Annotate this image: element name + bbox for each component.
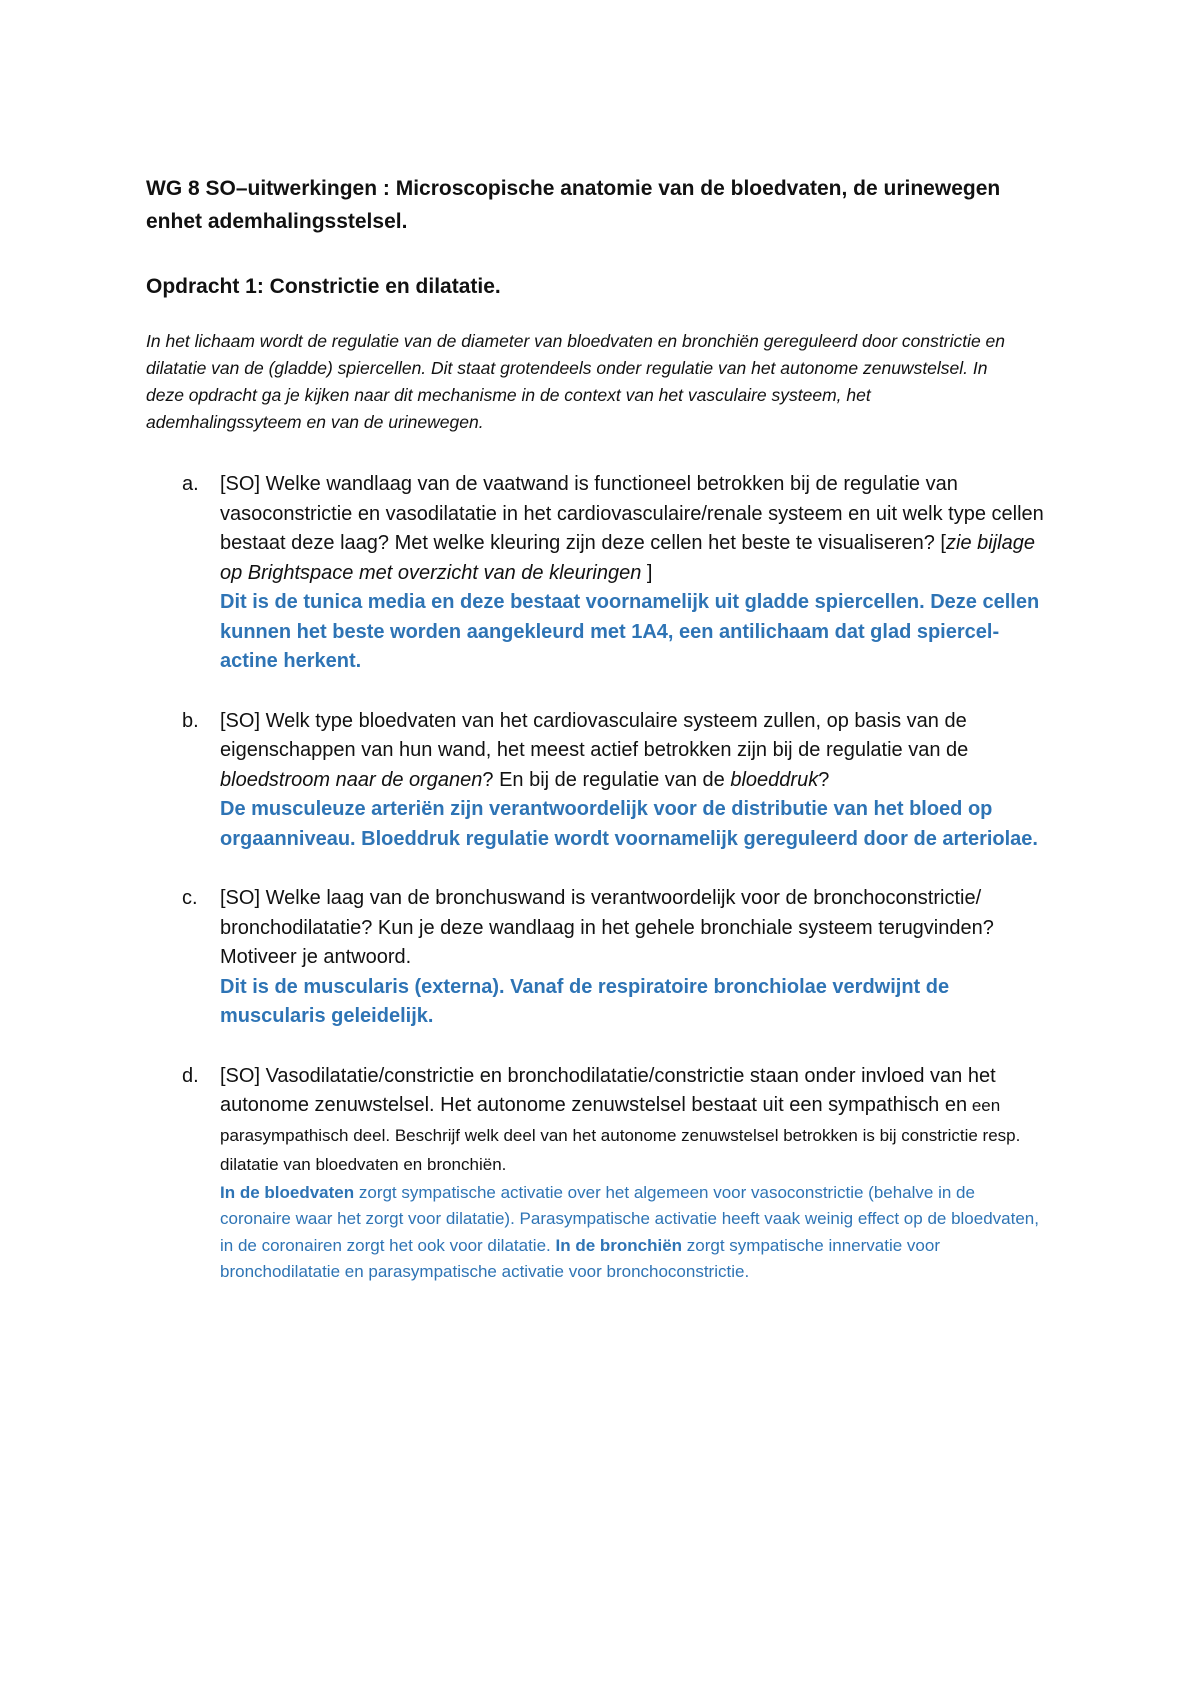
question-text: [SO] Welk type bloedvaten van het cardiovasculaire systeem zullen, op basis van de eigenschappen van hun wand, het meest actief betrokken zijn bij de regulatie van de bloedstroom naar de organen? En bij de regulatie van de bloeddruk?	[220, 709, 969, 791]
question-b	[146, 707, 1046, 855]
question-d	[146, 1062, 1046, 1286]
question-c	[146, 884, 1046, 1032]
answer-text: De musculeuze arteriën zijn verantwoordelijk voor de distributie van het bloed op orgaanniveau. Bloeddruk regulatie wordt voornamelijk gereguleerd door de arteriolae.	[220, 798, 1038, 850]
question-letter: b.	[182, 709, 199, 732]
question-body	[220, 884, 1046, 1032]
question-list	[146, 470, 1046, 1286]
question-letter: a.	[182, 473, 199, 495]
answer-text: In de bloedvaten zorgt sympatische activatie over het algemeen voor vasoconstrictie (behalve in de coronaire waar het zorgt voor dilatatie). Parasympatische activatie heeft vaak weinig effect op de bloedvaten, in de coronairen zorgt het ook voor dilatatie. In de bronchiën zorgt sympatische innervatie voor bronchodilatatie en parasympatische activatie voor bronchoconstrictie.	[220, 1182, 1039, 1281]
document-content	[146, 172, 1046, 1316]
question-text: [SO] Welke laag van de bronchuswand is verantwoordelijk voor de bronchoconstrictie/ bronchodilatatie? Kun je deze wandlaag in het gehele bronchiale systeem terugvinden? Motiveer je antwoord.	[220, 887, 994, 968]
question-a	[146, 470, 1046, 677]
question-letter: c.	[182, 887, 198, 909]
intro-paragraph: In het lichaam wordt de regulatie van de diameter van bloedvaten en bronchiën gereguleerd door constrictie en dilatatie van de (gladde) spiercellen. Dit staat grotendeels onder regulatie van het autonome zenuwstelsel. In deze opdracht ga je kijken naar dit mechanisme in de context van het vasculaire systeem, het ademhalingssyteem en van de urinewegen.	[146, 331, 1006, 432]
opdracht-heading: Opdracht 1: Constrictie en dilatatie.	[146, 275, 501, 298]
question-letter: d.	[182, 1064, 199, 1087]
question-body	[220, 470, 1046, 677]
question-text: [SO] Welke wandlaag van de vaatwand is functioneel betrokken bij de regulatie van vasoconstrictie en vasodilatatie in het cardiovasculaire/renale systeem en uit welk type cellen bestaat deze laag? Met welke kleuring zijn deze cellen het beste te visualiseren? [zie bijlage op Brightspace met overzicht van de kleuringen ]	[220, 473, 1044, 584]
question-text: [SO] Vasodilatatie/constrictie en bronchodilatatie/constrictie staan onder invloed van het autonome zenuwstelsel. Het autonome zenuwstelsel bestaat uit een sympathisch en een parasympathisch deel. Beschrijf welk deel van het autonome zenuwstelsel betrokken is bij constrictie resp. dilatatie van bloedvaten en bronchiën.	[220, 1064, 1021, 1174]
question-body	[220, 707, 1046, 855]
answer-text: Dit is de muscularis (externa). Vanaf de respiratoire bronchiolae verdwijnt de muscularis geleidelijk.	[220, 975, 950, 1027]
document-title: WG 8 SO–uitwerkingen : Microscopische anatomie van de bloedvaten, de urinewegen enhet ademhalingsstelsel.	[146, 177, 1001, 233]
question-body	[220, 1062, 1046, 1286]
answer-text: Dit is de tunica media en deze bestaat voornamelijk uit gladde spiercellen. Deze cellen kunnen het beste worden aangekleurd met 1A4, een antilichaam dat glad spiercel- actine herkent.	[220, 591, 1040, 672]
